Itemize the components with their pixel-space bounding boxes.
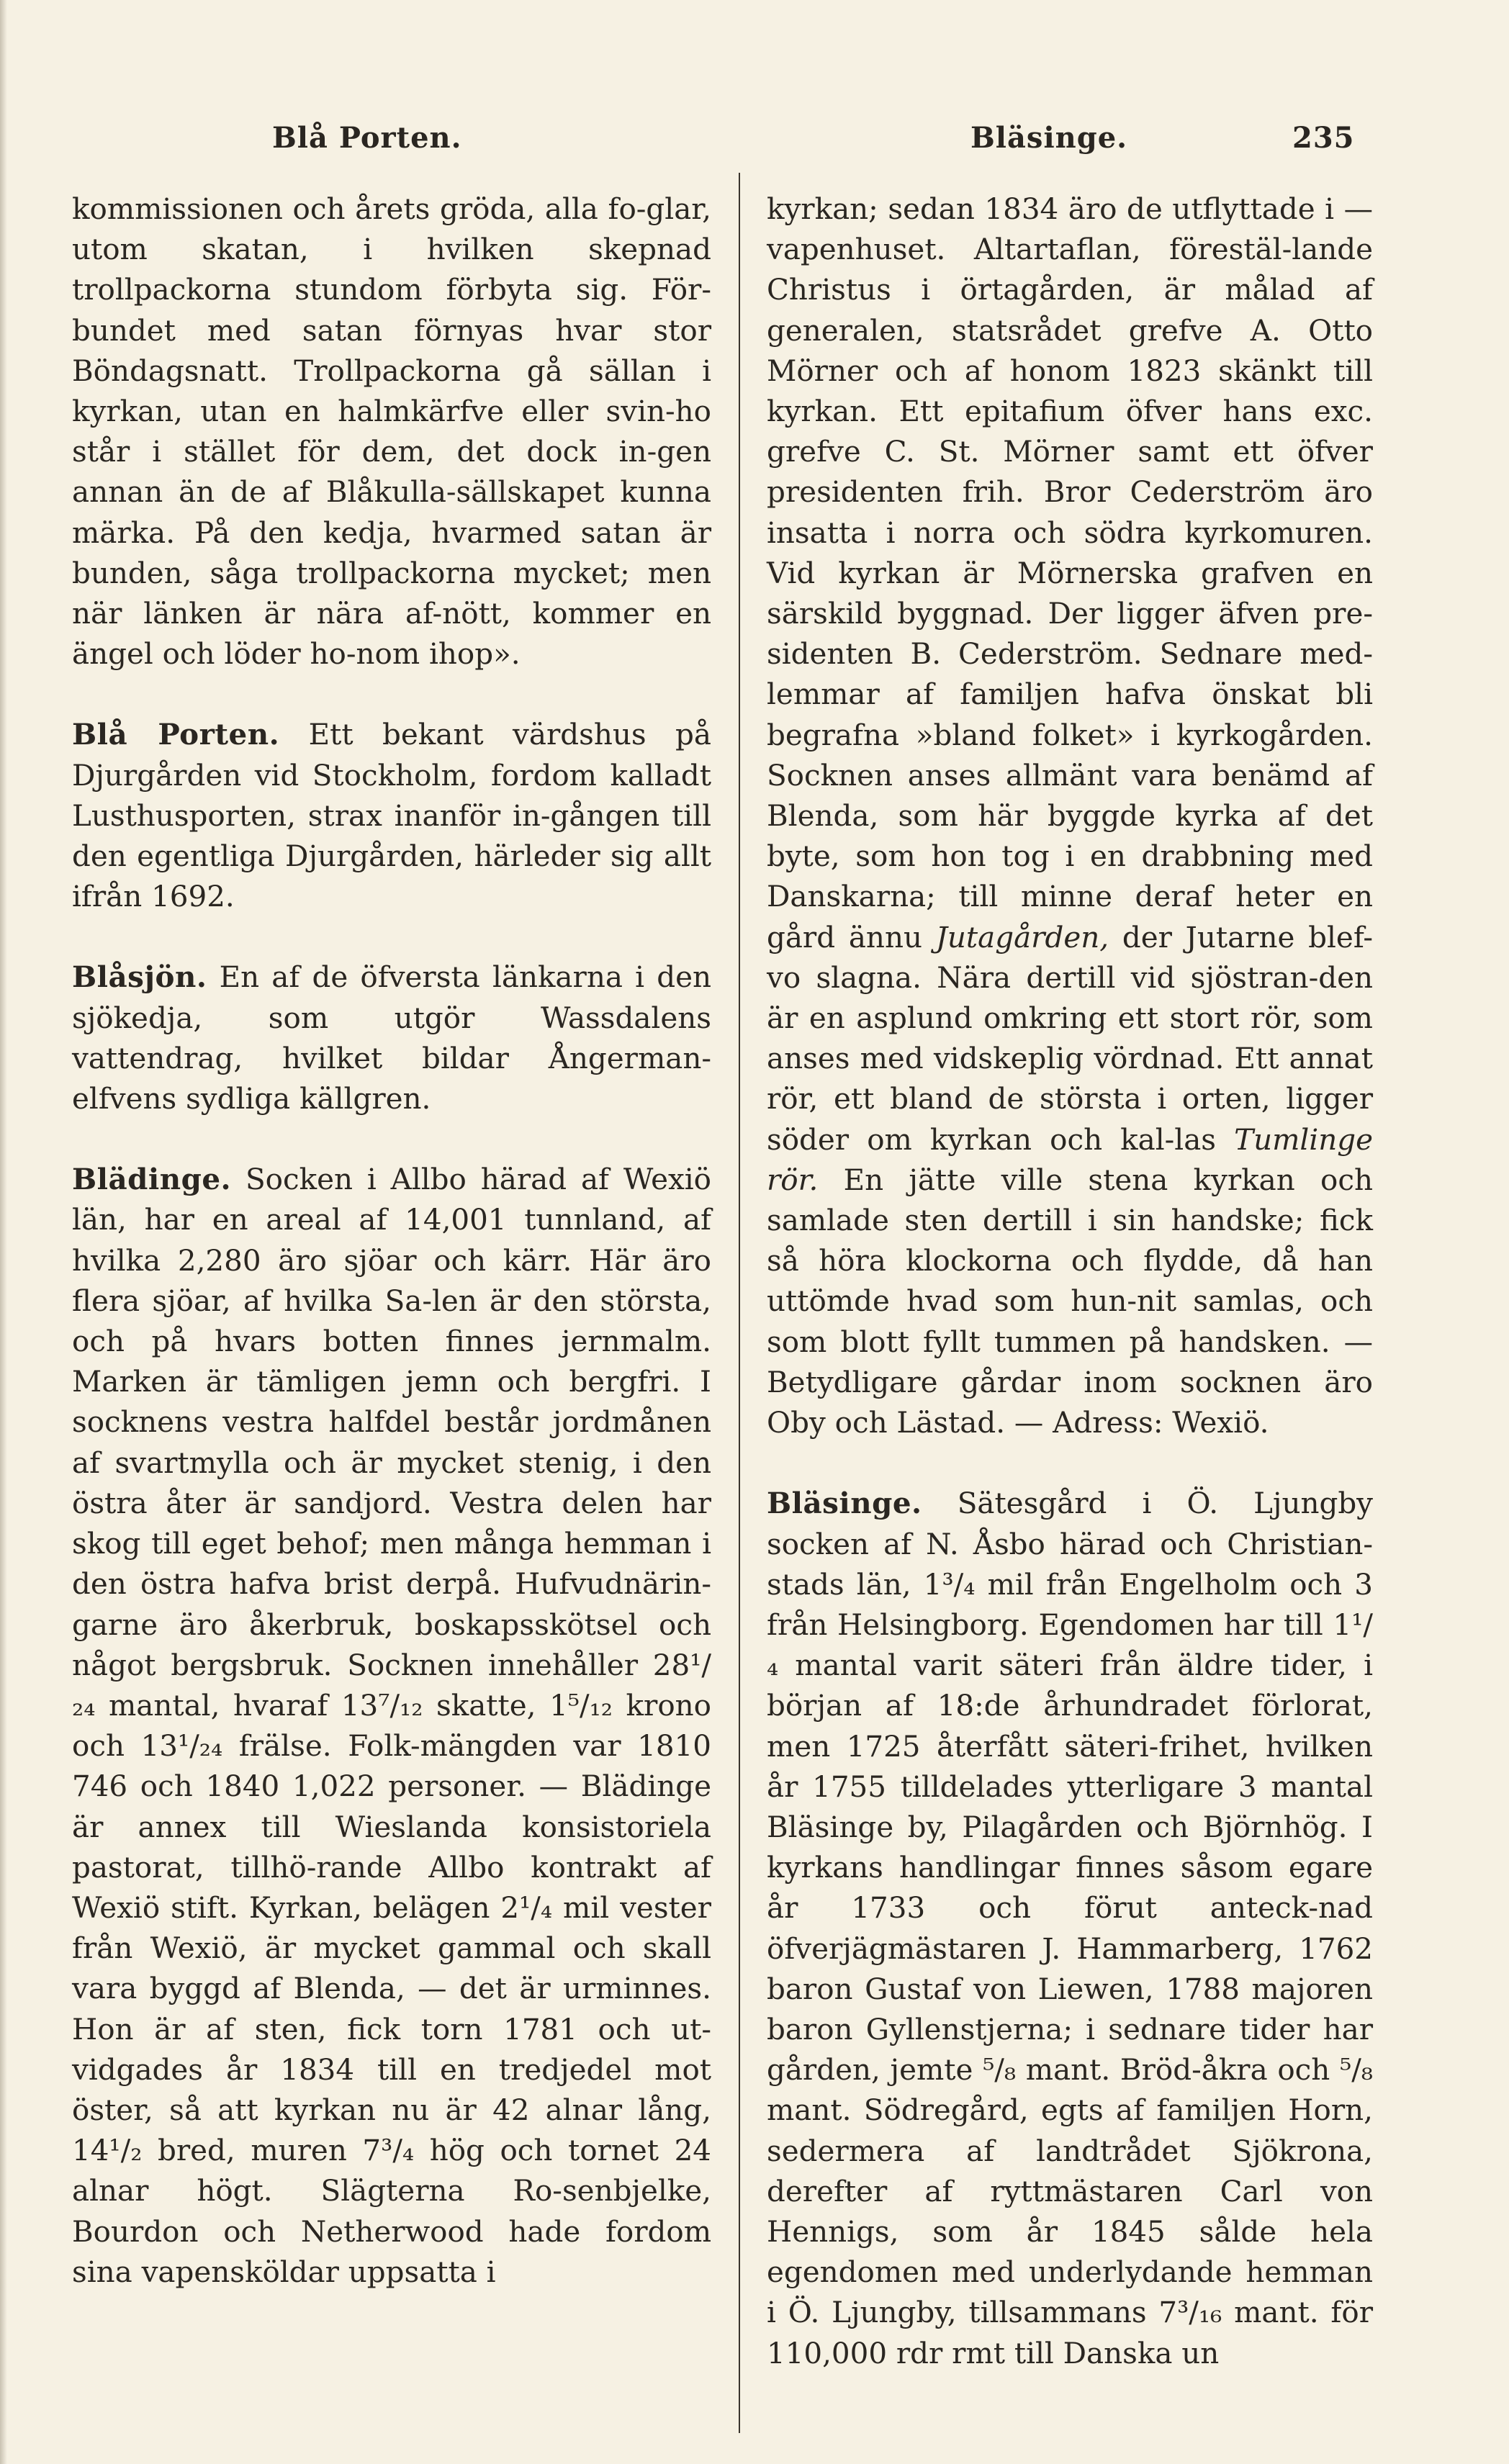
paragraph-text: En jätte ville stena kyrkan och samlade sten dertill i sin handske; fick så höra klockorna och flydde, då han uttömde hvad som hun-nit samlas, och som blott fyllt tummen på handsken. — Betydligare gårdar inom socknen äro Oby och Lästad. — Adress: Wexiö. — [767, 1162, 1373, 1440]
entry-blasinge — [767, 1483, 1373, 2373]
running-head-right: Bläsinge. — [970, 121, 1128, 155]
paragraph-text: der Jutarne blef-vo slagna. Nära dertill vid sjöstran-den är en asplund omkring ett stort rör, som anses med vidskeplig vördnad. Ett annat rör, ett bland de största i orten, ligger söder om kyrkan och kal-las — [767, 919, 1373, 1157]
italic-place-name: Tumlinge rör. — [767, 1122, 1373, 1197]
paragraph-text: kyrkan; sedan 1834 äro de utflyttade i — vapenhuset. Altartaflan, förestäl-lande Christus i örtagården, är målad af generalen, statsrådet grefve A. Otto Mörner och af honom 1823 skänkt till kyrkan. Ett epitafium öfver hans exc. grefve C. St. Mörner samt ett öfver presidenten frih. Bror Cederström äro insatta i norra och södra kyrkomuren. Vid kyrkan är Mörnerska grafven en särskild byggnad. Der ligger äfven pre-sidenten B. Cederström. Sednare med-lemmar af familjen hafva önskat bli begrafna »bland folket» i kyrkogården. Socknen anses allmänt vara benämd af Blenda, som här byggde kyrka af det byte, som hon tog i en drabbning med Danskarna; till minne deraf heter en gård ännu — [767, 191, 1373, 955]
entry-headword: Blå Porten. — [72, 717, 280, 752]
entry-headword: Blåsjön. — [72, 960, 207, 995]
entry-bladinge — [72, 1159, 711, 2292]
column-divider — [739, 173, 740, 2433]
entry-text: Ett bekant värdshus på Djurgården vid Stockholm, fordom kalladt Lusthusporten, strax inanför in-gången till den egentliga Djurgården, härleder sig allt ifrån 1692. — [72, 717, 711, 914]
entry-headword: Bläsinge. — [767, 1486, 922, 1521]
page-number: 235 — [1292, 121, 1355, 155]
entry-text: Socken i Allbo härad af Wexiö län, har en areal af 14,001 tunnland, af hvilka 2,280 äro sjöar och kärr. Här äro flera sjöar, af hvilka Sa-len är den största, och på hvars botten finnes jernmalm. Marken är tämligen jemn och bergfri. I socknens vestra halfdel består jordmånen af svartmylla och är mycket stenig, i den östra åter är sandjord. Vestra delen har skog till eget behof; men många hemman i den östra hafva brist derpå. Hufvudnärin-garne äro åkerbruk, boskapsskötsel och något bergsbruk. Socknen innehåller 28¹/₂₄ mantal, hvaraf 13⁷/₁₂ skatte, 1⁵/₁₂ krono och 13¹/₂₄ frälse. Folk-mängden var 1810 746 och 1840 1,022 personer. — Blädinge är annex till Wieslanda konsistoriela pastorat, tillhö-rande Allbo kontrakt af Wexiö stift. Kyrkan, belägen 2¹/₄ mil vester från Wexiö, är mycket gammal och skall vara byggd af Blenda, — det är urminnes. Hon är af sten, fick torn 1781 och ut-vidgades år 1834 till en tredjedel mot öster, så att kyrkan nu är 42 alnar lång, 14¹/₂ bred, muren 7³/₄ hög och tornet 24 alnar högt. Slägterna Ro-senbjelke, Bourdon och Netherwood hade fordom sina vapensköldar uppsatta i — [72, 1162, 712, 2289]
entry-headword: Blädinge. — [72, 1162, 232, 1197]
entry-text: Sätesgård i Ö. Ljungby socken af N. Åsbo härad och Christian-stads län, 1³/₄ mil från Engelholm och 3 från Helsingborg. Egendomen har till 1¹/₄ mantal varit säteri från äldre tider, i början af 18:de århundradet förlorat, men 1725 återfått säteri-frihet, hvilken år 1755 tilldelades ytterligare 3 mantal Bläsinge by, Pilagården och Björnhög. I kyrkans handlingar finnes såsom egare år 1733 och förut anteck-nad öfverjägmästaren J. Hammarberg, 1762 baron Gustaf von Liewen, 1788 majoren baron Gyllenstjerna; i sednare tider har gården, jemte ⁵/₈ mant. Bröd-åkra och ⁵/₈ mant. Södregård, egts af familjen Horn, sedermera af landtrådet Sjökrona, derefter af ryttmästaren Carl von Hennigs, som år 1845 sålde hela egendomen med underlydande hemman i Ö. Ljungby, tillsammans 7³/₁₆ mant. för 110,000 rdr rmt till Danska un — [767, 1486, 1374, 2370]
right-column — [767, 189, 1373, 2373]
entry-text: En af de öfversta länkarna i den sjökedja, som utgör Wassdalens vattendrag, hvilket bildar Ångerman-elfvens sydliga källgren. — [72, 960, 711, 1116]
continuation-paragraph — [767, 189, 1373, 1443]
page-edge-shadow — [0, 0, 7, 2464]
paragraph-text: kommissionen och årets gröda, alla fo-glar, utom skatan, i hvilken skepnad trollpackorna stundom förbyta sig. För-bundet med satan förnyas hvar stor Böndagsnatt. Trollpackorna gå sällan i kyrkan, utan en halmkärfve eller svin-ho står i stället för dem, det dock in-gen annan än de af Blåkulla-sällskapet kunna märka. På den kedja, hvarmed satan är bunden, såga trollpackorna mycket; men när länken är nära af-nött, kommer en ängel och löder ho-nom ihop». — [72, 191, 711, 672]
running-head-left: Blå Porten. — [272, 121, 462, 155]
entry-bla-porten — [72, 714, 711, 916]
continuation-paragraph — [72, 189, 711, 674]
entry-blasjon — [72, 957, 711, 1119]
italic-place-name: Jutagården, — [935, 919, 1109, 955]
left-column — [72, 189, 711, 2292]
